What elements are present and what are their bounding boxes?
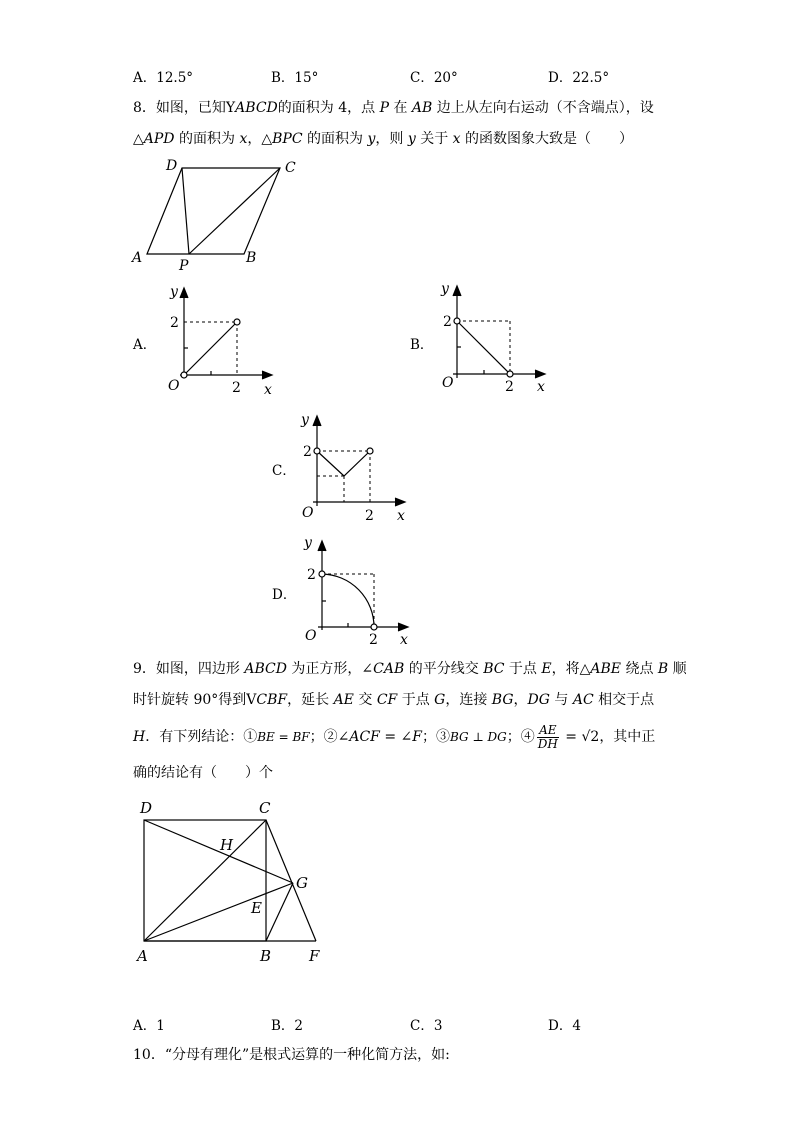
q9-label-c: C: [259, 799, 271, 817]
tick-y-label: 2: [307, 567, 316, 583]
axis-x-label: x: [264, 382, 272, 398]
q9-label-b: B: [260, 947, 272, 965]
q9-label-f: F: [309, 947, 320, 965]
option-key: A．: [133, 1018, 157, 1034]
q8-label-d: D: [166, 158, 178, 174]
q9-label-h: H: [220, 836, 234, 854]
q9-stem-line-2: 时针旋转 90°得到VCBF，延长 AE 交 CF 于点 G，连接 BG，DG 与 AC 相交于点: [133, 692, 655, 708]
q9-option-a[interactable]: [133, 1014, 165, 1034]
q9-option-c[interactable]: [410, 1014, 442, 1034]
option-text: 4: [572, 1018, 581, 1034]
q10-stem-line-1: 10．“分母有理化”是根式运算的一种化简方法，如:: [133, 1047, 450, 1063]
q9-stem-line-3: H．有下列结论：①BE = BF；②∠ACF = ∠F；③BG ⊥ DG；④ $\frac{AE}{DH}$ = √2，其中正: [133, 722, 656, 751]
q9-option-d[interactable]: [548, 1014, 581, 1034]
tick-x-label: 2: [369, 632, 378, 648]
option-text: 22.5°: [572, 70, 610, 86]
q8-label-c: C: [285, 160, 296, 176]
origin-label: O: [305, 628, 317, 644]
axis-y-label: y: [170, 284, 178, 300]
q9-stem-line-1: 9．如图，四边形 ABCD 为正方形，∠CAB 的平分线交 BC 于点 E，将△ABE 绕点 B 顺: [133, 661, 687, 677]
option-text: 12.5°: [156, 70, 194, 86]
q9-option-b[interactable]: [271, 1014, 303, 1034]
q9-label-a: A: [137, 947, 148, 965]
option-key: A．: [133, 70, 157, 86]
axis-y-label: y: [304, 535, 312, 551]
q8-stem-line-2: △APD 的面积为 x，△BPC 的面积为 y，则 y 关于 x 的函数图象大致是（ ）: [133, 131, 634, 147]
q9-label-g: G: [296, 874, 308, 892]
option-text: 1: [156, 1018, 165, 1034]
q9-label-d: D: [140, 799, 153, 817]
q9-stem-line-4: 确的结论有（ ）个: [133, 765, 273, 781]
option-key: B．: [271, 1018, 295, 1034]
option-key: B．: [271, 70, 295, 86]
option-text: 3: [433, 1018, 443, 1034]
tick-y-label: 2: [170, 315, 179, 331]
option-key: D．: [548, 70, 573, 86]
q8-label-a: A: [132, 250, 143, 266]
axis-x-label: x: [537, 379, 545, 395]
q8-option-c-key[interactable]: C．: [272, 463, 296, 479]
q8-label-b: B: [246, 250, 257, 266]
option-key: D．: [548, 1018, 573, 1034]
origin-label: O: [168, 378, 180, 394]
tick-x-label: 2: [365, 508, 374, 524]
q8-label-p: P: [179, 258, 189, 274]
option-text: 15°: [294, 70, 319, 86]
option-key: C．: [410, 70, 434, 86]
option-key: C．: [410, 1018, 434, 1034]
q9-label-e: E: [251, 899, 262, 917]
axis-x-label: x: [397, 508, 405, 524]
option-text: 2: [294, 1018, 304, 1034]
fraction-ae-over-dh: $\frac{AE}{DH}$: [537, 722, 558, 751]
option-text: 20°: [433, 70, 458, 86]
tick-y-label: 2: [303, 444, 312, 460]
tick-y-label: 2: [443, 314, 452, 330]
origin-label: O: [442, 375, 454, 391]
q8-option-d-key[interactable]: D．: [272, 587, 297, 603]
origin-label: O: [302, 505, 314, 521]
tick-x-label: 2: [505, 379, 514, 395]
q8-stem-line-1: 8．如图，已知YABCD的面积为 4，点 P 在 AB 边上从左向右运动（不含端点），设: [133, 100, 654, 116]
q8-option-a-key[interactable]: A．: [133, 337, 157, 353]
axis-x-label: x: [400, 632, 408, 648]
q8-option-b-key[interactable]: B．: [410, 337, 434, 353]
axis-y-label: y: [441, 281, 449, 297]
axis-y-label: y: [301, 412, 309, 428]
tick-x-label: 2: [232, 380, 241, 396]
